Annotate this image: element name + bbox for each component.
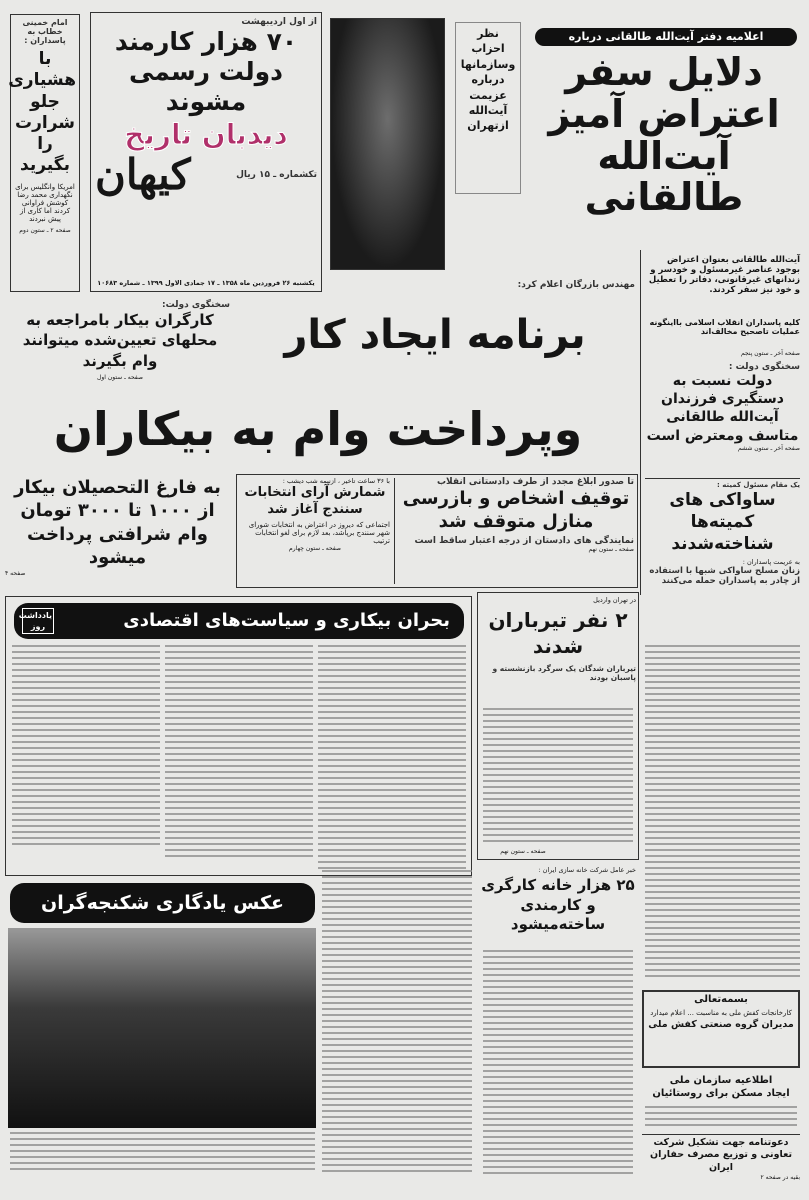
executions-kicker: در تهران وارديل (593, 596, 636, 604)
left-article-box (10, 14, 80, 292)
bismillah-sign: مدیران گروه صنعتی کفش ملی (648, 1018, 794, 1030)
lead-ref: صفحه آخر ـ ستون پنجم (741, 350, 800, 357)
detention-ref: صفحه آخر ـ ستون ششم (737, 444, 800, 452)
editorial-headline: بحران بیکاری و سیاست‌های اقتصادی (123, 610, 450, 631)
sanandaj-summary: اجتماعی که دیروز در اعتراض به انتخابات شورای شهر سنندج برپاشد، بعد لازم برای لغو انتخابات ترتیب (248, 520, 390, 545)
notice-subtitle: ایجاد مسکن برای روستائیان (652, 1088, 790, 1099)
arrests-article (398, 477, 634, 553)
photo-caption-text (10, 1132, 315, 1174)
lead-headline: دلایل سفر اعتراض آمیز آیت‌الله طالقانی (548, 50, 780, 220)
portrait-photo (330, 18, 445, 270)
masthead-logo-row (95, 152, 317, 198)
detention-headline: دولت نسبت به دستگیری فرزندان آیت‌الله طالقانی متاسف ومعترض است (646, 373, 799, 444)
dateline: یکشنبه ۲۶ فروردین ماه ۱۳۵۸ ـ ۱۷ جمادی الاول ۱۳۹۹ ـ شماره ۱۰۶۸۳ (97, 279, 315, 287)
graduates-headline: به فارغ التحصیلان بیکار از ۱۰۰۰ تا ۳۰۰۰ تومان وام شرافتی پرداخت میشود (14, 477, 221, 569)
left-article-summary: امریکا وانگلیس برای نگهداری محمد رضا کوشش فراوانی کردند اما کاری از پیش نبردند (15, 182, 75, 223)
workers-ref: صفحه ـ ستون اول (97, 373, 143, 381)
workers-article (10, 300, 230, 381)
arrests-headline: توقیف اشخاص و بازرسی منازل متوقف شد (402, 488, 630, 533)
sanandaj-ref: صفحه ـ ستون چهارم (289, 544, 341, 552)
executions-bullet: تیرباران شدگان یک سرگرد بازنشسته و پاسبان بودند (492, 664, 636, 682)
side-box (455, 22, 521, 194)
editorial-headline-bar (14, 603, 464, 639)
masthead-headline: ۷۰ هزار کارمند دولت رسمی مشوند (114, 27, 298, 116)
savak-article (645, 478, 800, 586)
invite-text: دعوتنامه جهت تشکیل شرکت تعاونی و توزیع مصرف حفاران ایران (649, 1137, 793, 1173)
housing-body-text (483, 950, 633, 1175)
lead-summary: آیت‌الله طالقانی بعنوان اعتراض بوجود عناصر غیرمسئول و خودسر و زندانهای غیرقانونی، دفاتر را تعطیل و خود نیز سفر کردند. (648, 255, 800, 295)
bismillah-title: بسمه‌تعالی (694, 994, 748, 1005)
savak-kicker: یک مقام مسئول کمیته : (717, 481, 800, 489)
arrests-ref: صفحه ـ ستون نهم (588, 545, 634, 553)
editorial-badge: یادداشت روز (22, 608, 54, 634)
savak-bullet: زنان مسلح ساواکی شبها با استفاده از چادر به پاسداران حمله می‌کنند (649, 566, 800, 587)
editorial-body-col-3 (12, 645, 160, 845)
detention-article (645, 362, 800, 452)
sanandaj-article (240, 477, 390, 552)
savak-kicker-2: به عریمت پاسداران : (742, 558, 800, 567)
arrests-kicker: تا صدور ابلاغ مجدد از طرف دادستانی انقلاب (436, 477, 634, 487)
continued-body-text (322, 870, 472, 1175)
editorial-body-col-1 (318, 645, 466, 870)
newspaper-logo: کیهان (95, 150, 191, 199)
workers-headline: کارگران بیکار بامراجعه به محلهای تعیین‌شده میتوانند وام بگیرند (22, 311, 218, 370)
lead-bullet: کلیه پاسداران انقلاب اسلامی بااینگونه عملیات تاصحیح مخالف‌اند (649, 318, 800, 336)
arrests-bullet: نمایندگی های دادستان از درجه اعتبار ساقط است (414, 535, 634, 546)
side-box-text: نظر احزاب وسازمانها درباره عزیمت آیت‌الله ازتهران (460, 27, 516, 133)
savak-body-text (645, 645, 800, 980)
notice-ad (642, 1074, 800, 1100)
main-headline-1: برنامه ایجاد کار (284, 312, 586, 358)
housing-article (480, 866, 636, 935)
detention-kicker: سخنگوی دولت : (728, 362, 800, 372)
price: تکشماره ـ ۱۵ ریال (236, 170, 317, 181)
housing-kicker: خبر عامل شرکت خانه سازی ایران : (538, 866, 636, 874)
masthead-kicker: از اول اردیبهشت (241, 17, 317, 27)
graduates-ref: صفحه ۴ (5, 569, 26, 577)
left-article-headline: با هشیاری جلو شرارت را بگیرید (8, 49, 76, 176)
masthead (90, 12, 322, 292)
watermark: دیدبان تاریخ (124, 118, 288, 151)
bismillah-ad (642, 990, 800, 1068)
invite-ad (642, 1134, 800, 1181)
bismillah-body: کارخانجات کفش ملی به مناسبت ... اعلام میدارد (650, 1008, 792, 1017)
editorial-body-col-2 (165, 645, 313, 860)
executions-headline: ۲ نفر تیرباران شدند (488, 608, 628, 658)
executions-article (480, 596, 636, 682)
notice-title: اطلاعیه سازمان ملی (669, 1075, 773, 1086)
group-photo (8, 928, 316, 1128)
invite-ref: بقیه در صفحه ۲ (760, 1174, 800, 1182)
notice-body-text (645, 1106, 797, 1128)
lead-banner: اعلامیه دفتر آیت‌الله طالقانی درباره (535, 28, 797, 46)
savak-headline: ساواکی های کمیته‌ها شناخته‌شدند (669, 490, 776, 555)
executions-ref: صفحه ـ ستون نهم (500, 848, 546, 855)
photo-story-headline: عکس یادگاری شکنجه‌گران (10, 883, 315, 923)
executions-body-text (483, 708, 633, 844)
sanandaj-kicker: با ۳۶ ساعت تاخیر ، ازنیمه شب دیشب : (282, 477, 390, 485)
graduates-article (5, 476, 230, 577)
main-headline-2: وپرداخت وام به بیکاران (53, 402, 583, 456)
main-kicker: مهندس بازرگان اعلام کرد: (517, 280, 635, 290)
left-article-ref: صفحه ۲ ـ ستون دوم (19, 226, 71, 234)
left-article-kicker: امام خمینی خطاب به پاسداران : (22, 18, 68, 45)
housing-headline: ۲۵ هزار خانه کارگری و کارمندی ساخته‌میشود (481, 876, 635, 933)
sanandaj-headline: شمارش آرای انتخابات سنندج آغاز شد (244, 485, 386, 517)
workers-kicker: سخنگوی دولت: (162, 300, 230, 310)
